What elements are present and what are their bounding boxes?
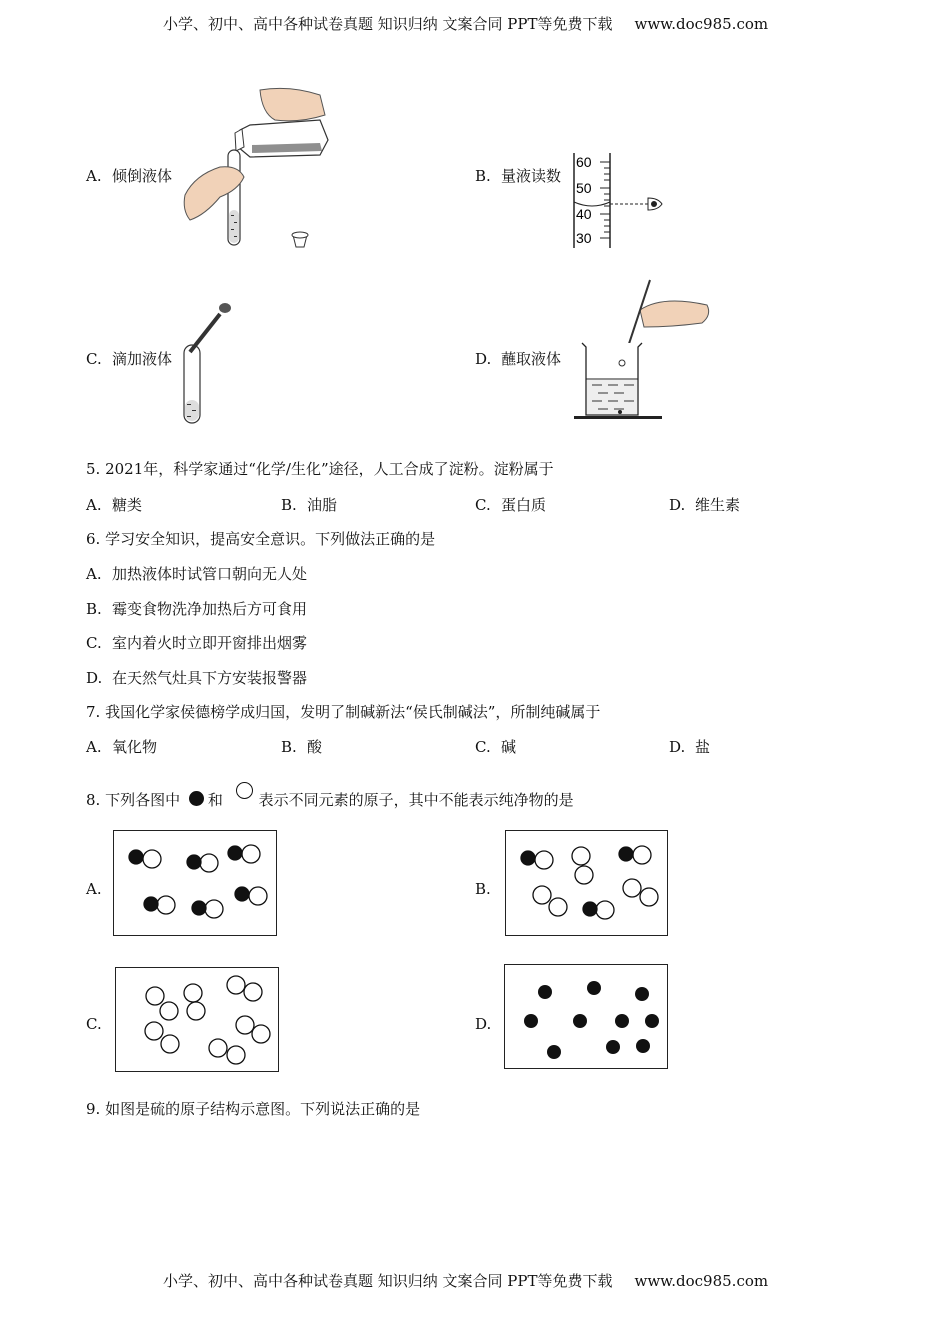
q8-option-c[interactable]: C.: [86, 1015, 102, 1033]
q8-box-d: [504, 964, 668, 1069]
q5-option-b[interactable]: B. 油脂: [281, 496, 338, 514]
q6-option-a[interactable]: A. 加热液体时试管口朝向无人处: [86, 565, 308, 583]
q8-option-d[interactable]: D.: [475, 1015, 492, 1033]
tick-label: 50: [576, 180, 592, 196]
dropper-illustration: [178, 300, 238, 425]
q5-option-c[interactable]: C. 蛋白质: [475, 496, 547, 514]
q4-option-b[interactable]: B. 量液读数: [475, 167, 562, 185]
q5-option-d[interactable]: D. 维生素: [669, 496, 741, 514]
q7-option-a[interactable]: A. 氧化物: [86, 738, 158, 756]
hollow-atom-icon: [236, 782, 253, 799]
q7-stem: 7. 我国化学家侯德榜学成归国，发明了制碱新法“侯氏制碱法”，所制纯碱属于: [86, 703, 601, 721]
pouring-liquid-illustration: [180, 85, 330, 250]
q6-option-d[interactable]: D. 在天然气灶具下方安装报警器: [86, 669, 308, 687]
q7-option-d[interactable]: D. 盐: [669, 738, 711, 756]
q7-option-b[interactable]: B. 酸: [281, 738, 323, 756]
dipping-liquid-illustration: [572, 275, 717, 425]
filled-atom-icon: [189, 791, 204, 806]
q5-option-a[interactable]: A. 糖类: [86, 496, 143, 514]
q9-stem: 9. 如图是硫的原子结构示意图。下列说法正确的是: [86, 1100, 421, 1118]
tick-label: 30: [576, 230, 592, 246]
q6-option-c[interactable]: C. 室内着火时立即开窗排出烟雾: [86, 634, 308, 652]
graduated-cylinder-illustration: [570, 148, 670, 253]
molecules-b: [506, 831, 669, 937]
q7-option-c[interactable]: C. 碱: [475, 738, 517, 756]
q8-option-b[interactable]: B.: [475, 880, 491, 898]
q8-box-a: [113, 830, 277, 936]
molecules-a: [114, 831, 278, 937]
footer-text: 小学、初中、高中各种试卷真题 知识归纳 文案合同 PPT等免费下载: [163, 1272, 613, 1290]
header-text: 小学、初中、高中各种试卷真题 知识归纳 文案合同 PPT等免费下载: [163, 15, 613, 33]
q6-option-b[interactable]: B. 霉变食物洗净加热后方可食用: [86, 600, 308, 618]
header-url[interactable]: www.doc985.com: [634, 15, 769, 33]
tick-label: 40: [576, 206, 592, 222]
q8-option-a[interactable]: A.: [86, 880, 102, 898]
q4-option-c[interactable]: C. 滴加液体: [86, 350, 173, 368]
page-footer: [163, 1270, 768, 1291]
footer-url[interactable]: www.doc985.com: [634, 1272, 769, 1290]
q4-option-a[interactable]: A. 倾倒液体: [86, 167, 173, 185]
q5-stem: 5. 2021年，科学家通过“化学/生化”途径，人工合成了淀粉。淀粉属于: [86, 460, 554, 478]
molecules-c: [116, 968, 280, 1073]
q4-option-d[interactable]: D. 蘸取液体: [475, 350, 562, 368]
tick-label: 60: [576, 154, 592, 170]
q6-stem: 6. 学习安全知识，提高安全意识。下列做法正确的是: [86, 530, 436, 548]
q8-box-b: [505, 830, 668, 936]
q8-box-c: [115, 967, 279, 1072]
page-header: [163, 13, 768, 34]
molecules-d: [505, 965, 669, 1070]
q8-stem: 8. 下列各图中 和 表示不同元素的原子，其中不能表示纯净物的是: [86, 782, 574, 810]
